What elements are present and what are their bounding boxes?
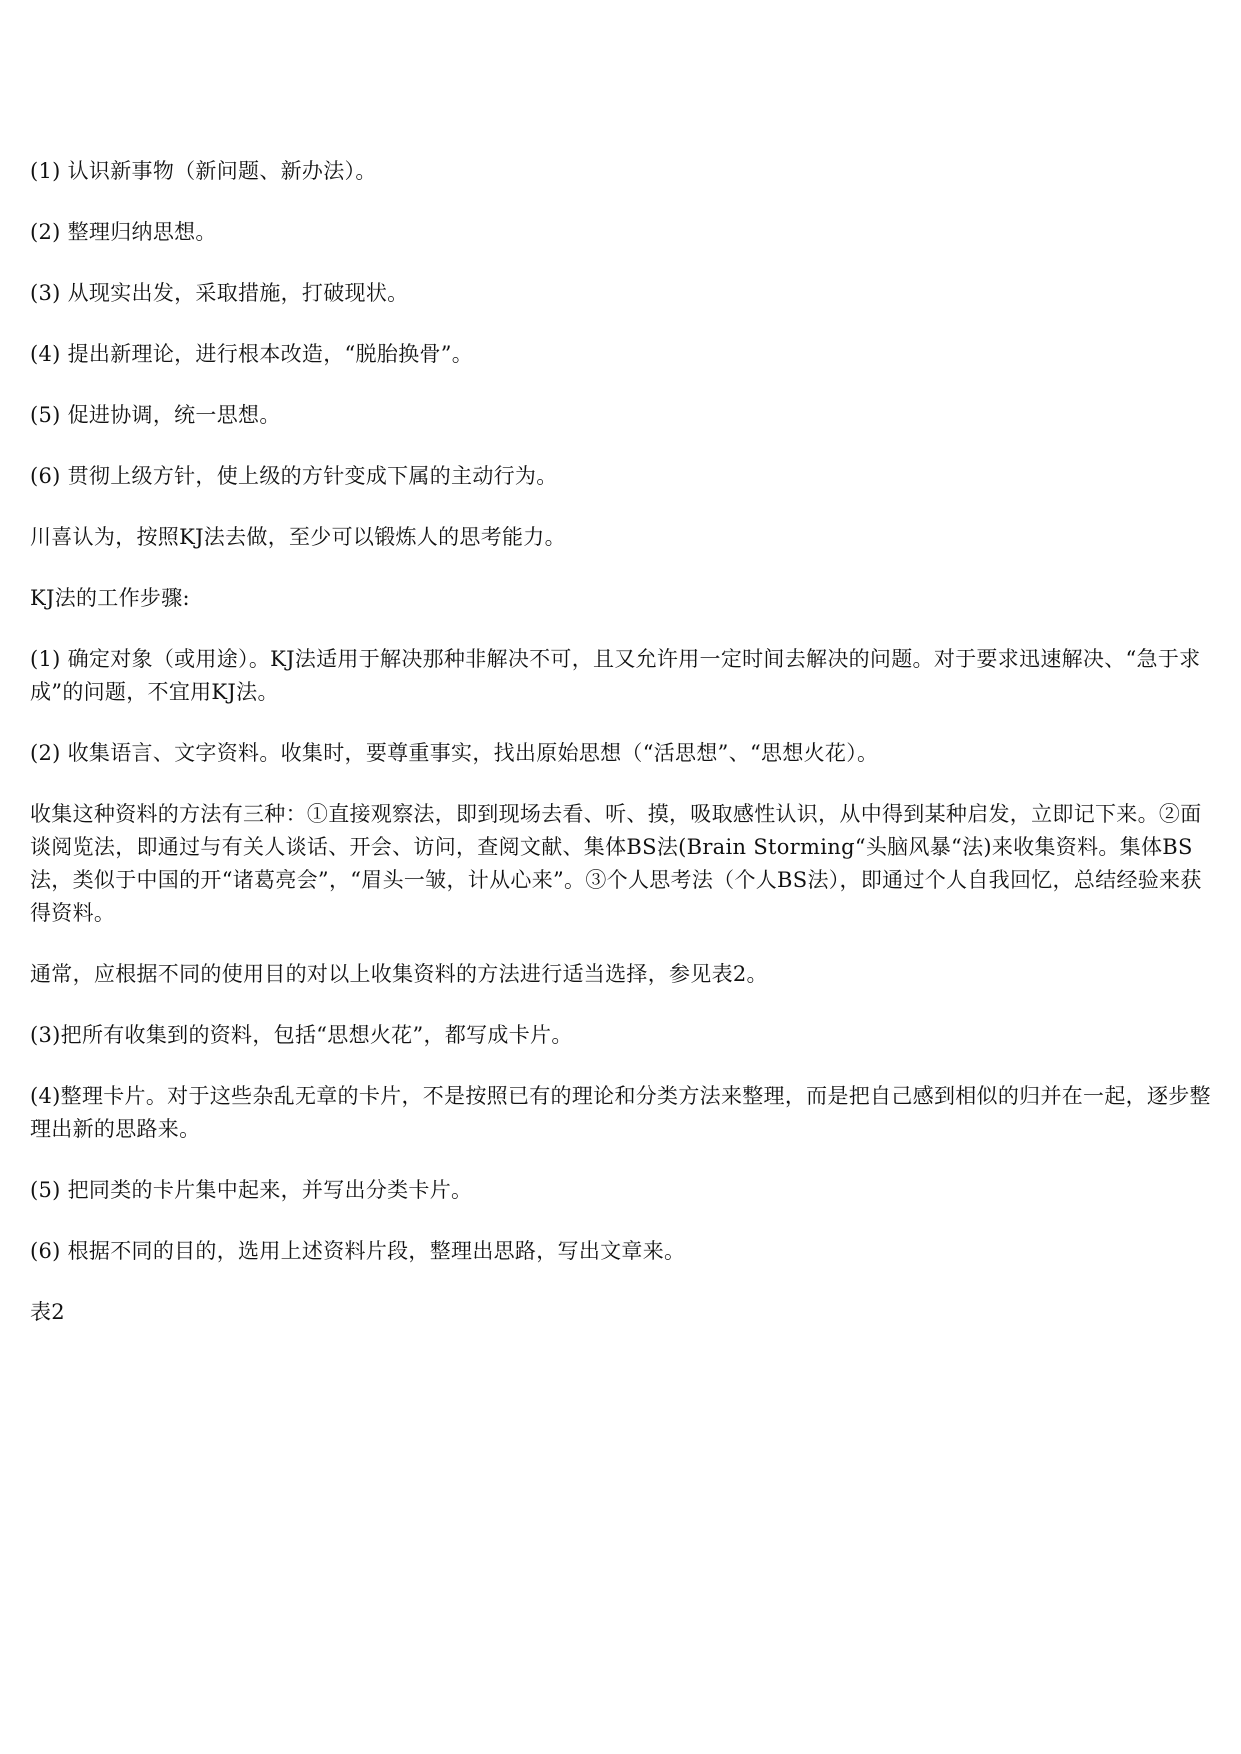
purpose-item-3: (3) 从现实出发，采取措施，打破现状。 — [30, 281, 409, 305]
kawakita-opinion: 川喜认为，按照KJ法去做，至少可以锻炼人的思考能力。 — [30, 525, 566, 549]
step-3: (3)把所有收集到的资料，包括“思想火花”，都写成卡片。 — [30, 1023, 573, 1047]
purpose-item-5: (5) 促进协调，统一思想。 — [30, 403, 281, 427]
purpose-item-4: (4) 提出新理论，进行根本改造，“脱胎换骨”。 — [30, 342, 474, 366]
document-body — [30, 155, 1215, 1357]
steps-heading: KJ法的工作步骤: — [30, 586, 190, 610]
collection-methods: 收集这种资料的方法有三种：①直接观察法，即到现场去看、听、摸，吸取感性认识，从中得到某种启发，立即记下来。②面谈阅览法，即通过与有关人谈话、开会、访问，查阅文献、集体BS法(Brain Storming“头脑风暴“法)来收集资料。集体BS法，类似于中国的开“诸葛亮会”，“眉头一皱，计从心来”。③个人思考法（个人BS法），即通过个人自我回忆，总结经验来获得资料。 — [30, 802, 1202, 925]
purpose-item-2: (2) 整理归纳思想。 — [30, 220, 217, 244]
method-selection-note: 通常，应根据不同的使用目的对以上收集资料的方法进行适当选择，参见表2。 — [30, 962, 768, 986]
step-2: (2) 收集语言、文字资料。收集时，要尊重事实，找出原始思想（“活思想”、“思想火花）。 — [30, 741, 879, 765]
purpose-item-6: (6) 贯彻上级方针，使上级的方针变成下属的主动行为。 — [30, 464, 558, 488]
step-4: (4)整理卡片。对于这些杂乱无章的卡片，不是按照已有的理论和分类方法来整理，而是把自己感到相似的归并在一起，逐步整理出新的思路来。 — [30, 1084, 1211, 1141]
step-6: (6) 根据不同的目的，选用上述资料片段，整理出思路，写出文章来。 — [30, 1239, 686, 1263]
purpose-item-1: (1) 认识新事物（新问题、新办法）。 — [30, 159, 377, 183]
table-caption: 表2 — [30, 1300, 65, 1324]
step-5: (5) 把同类的卡片集中起来，并写出分类卡片。 — [30, 1178, 473, 1202]
step-1: (1) 确定对象（或用途）。KJ法适用于解决那种非解决不可，且又允许用一定时间去解决的问题。对于要求迅速解决、“急于求成”的问题，不宜用KJ法。 — [30, 647, 1201, 704]
